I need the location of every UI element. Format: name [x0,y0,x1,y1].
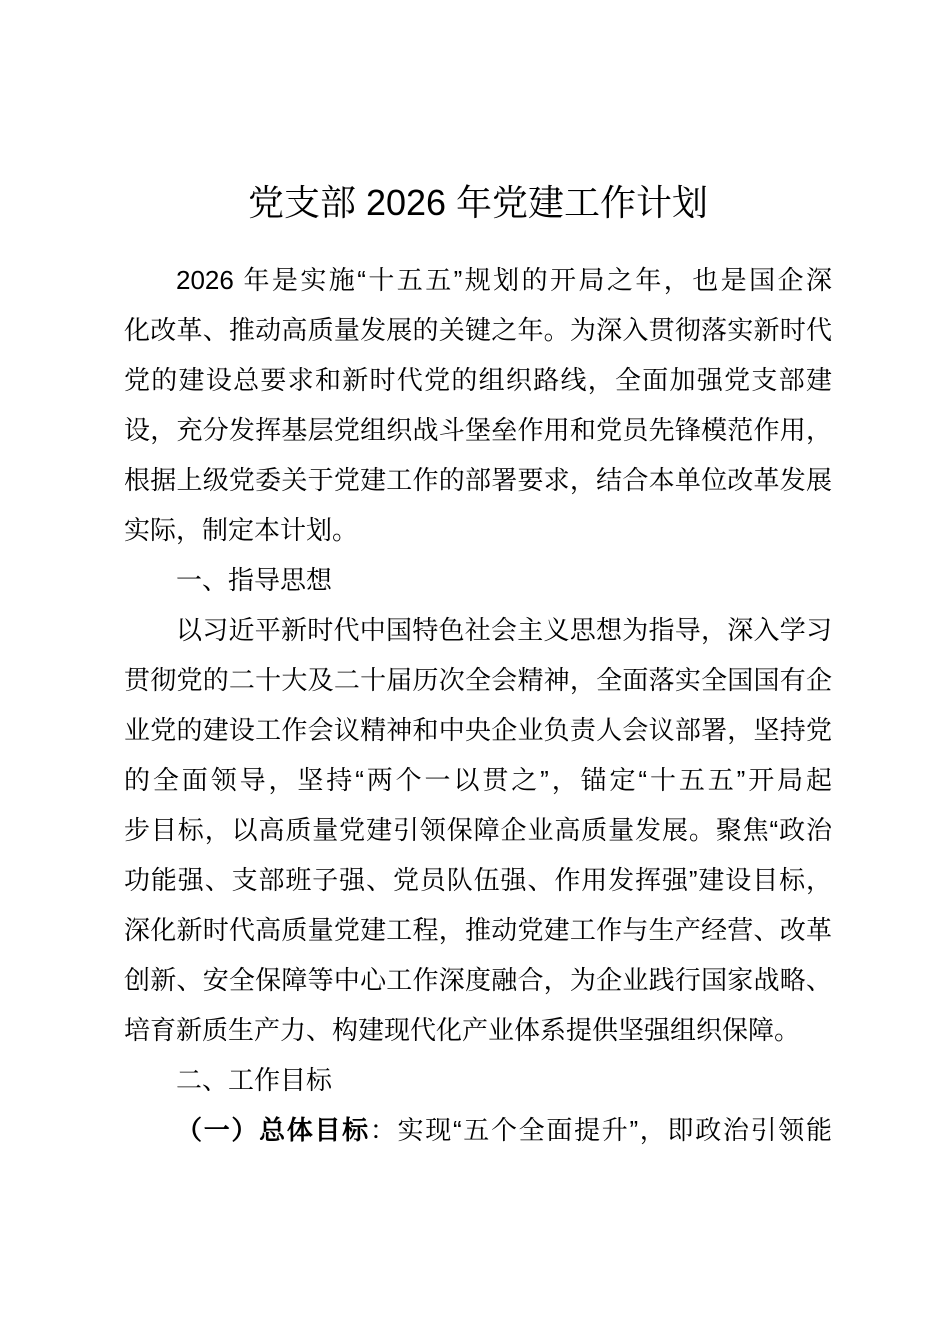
paragraph-3-line-1-rest: ：实现“五个全面提升”，即政治引领能 [369,1114,832,1145]
paragraph-1-line-1: 2026 年是实施“十五五”规划的开局之年，也是国企深 [176,264,832,295]
paragraph-2-line-6: 功能强、支部班子强、党员队伍强、作用发挥强”建设目标， [124,864,832,895]
paragraph-1-line-2: 化改革、推动高质量发展的关键之年。为深入贯彻落实新时代 [124,314,832,345]
paragraph-2-line-5: 步目标，以高质量党建引领保障企业高质量发展。聚焦“政治 [124,814,832,845]
paragraph-2-line-9: 培育新质生产力、构建现代化产业体系提供坚强组织保障。 [124,1014,801,1045]
paragraph-3-bold-lead: （一）总体目标 [176,1114,370,1145]
paragraph-2-line-1: 以习近平新时代中国特色社会主义思想为指导，深入学习 [176,614,832,645]
paragraph-3-line-1 [124,1105,832,1155]
paragraph-1-line-4: 设，充分发挥基层党组织战斗堡垒作用和党员先锋模范作用， [124,414,832,445]
paragraph-2-line-8: 创新、安全保障等中心工作深度融合，为企业践行国家战略、 [124,964,832,995]
paragraph-2-line-7: 深化新时代高质量党建工程，推动党建工作与生产经营、改革 [124,914,832,945]
paragraph-2-line-3: 业党的建设工作会议精神和中央企业负责人会议部署，坚持党 [124,714,832,745]
document-title: 党支部 2026 年党建工作计划 [247,182,709,223]
section-heading-2: 二、工作目标 [176,1064,333,1095]
paragraph-2-line-4: 的全面领导，坚持“两个一以贯之”，锚定“十五五”开局起 [124,764,832,795]
paragraph-1-line-5: 根据上级党委关于党建工作的部署要求，结合本单位改革发展 [124,464,832,495]
paragraph-2-line-2: 贯彻党的二十大及二十届历次全会精神，全面落实全国国有企 [124,664,832,695]
section-heading-1: 一、指导思想 [176,564,333,595]
document-body [124,255,832,1155]
paragraph-1-line-3: 党的建设总要求和新时代党的组织路线，全面加强党支部建 [124,364,832,395]
paragraph-1-line-6: 实际，制定本计划。 [124,514,359,545]
